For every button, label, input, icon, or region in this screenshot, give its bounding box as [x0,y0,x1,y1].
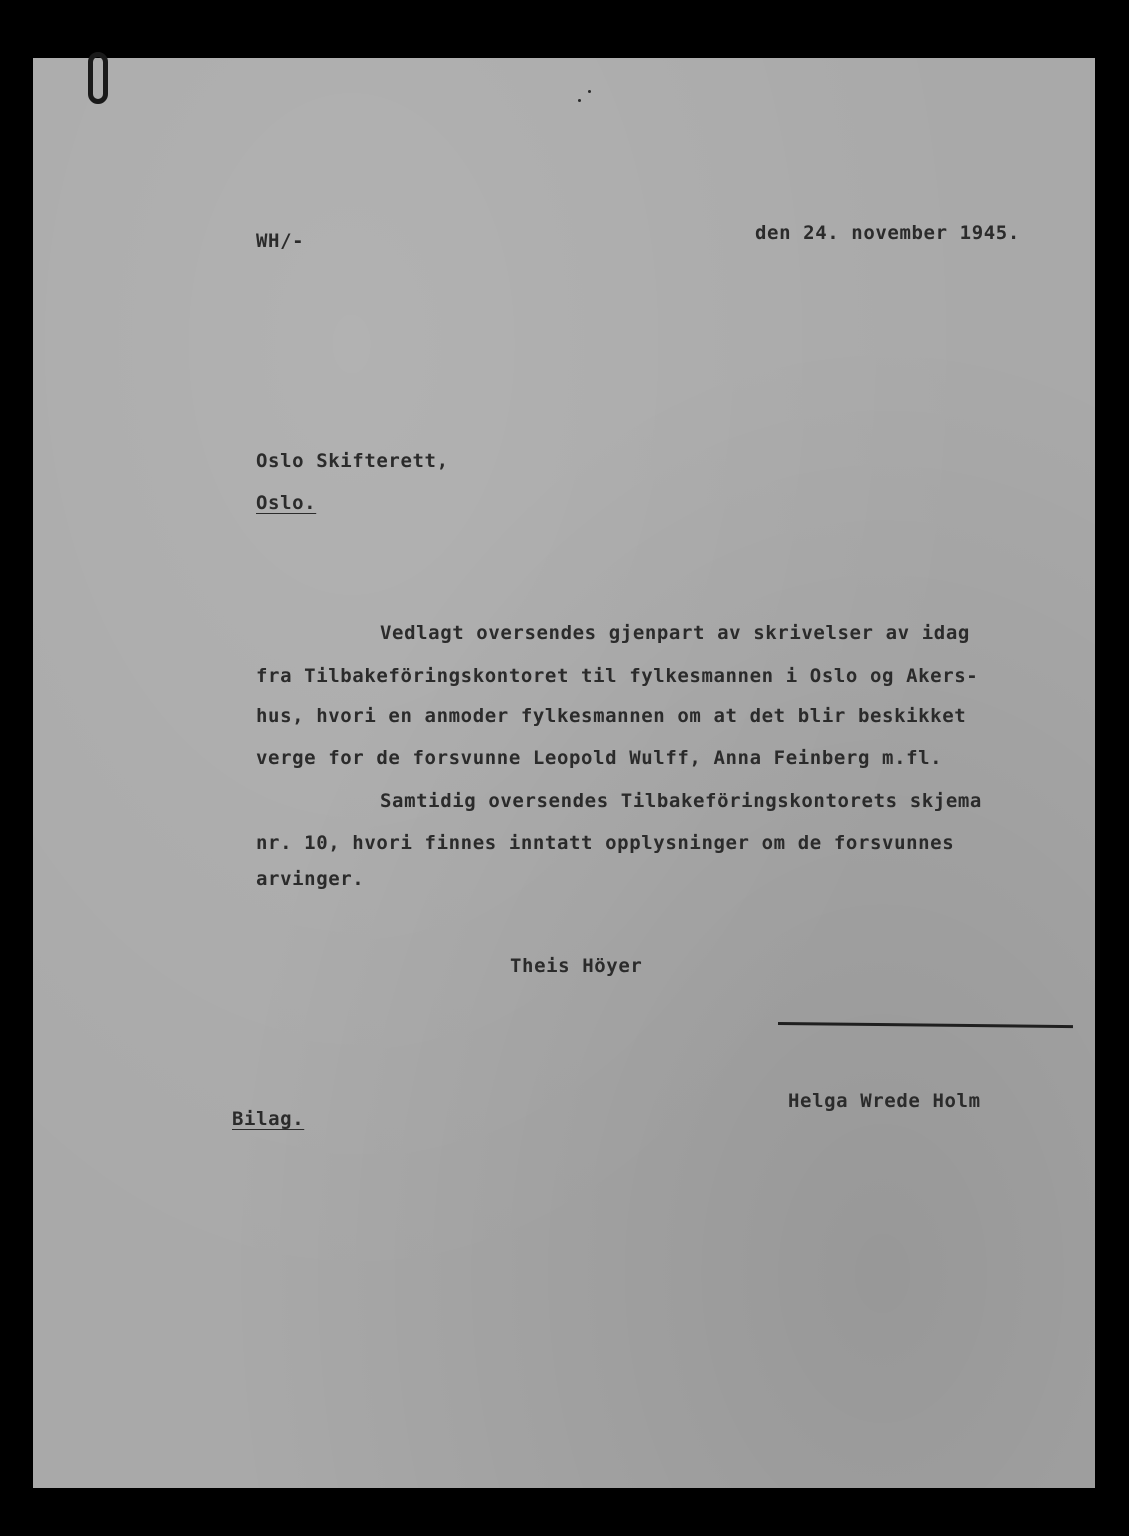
body-line: hus, hvori en anmoder fylkesmannen om at det blir beskikket [256,705,967,727]
paper-sheet [33,58,1095,1488]
signatory-name: Helga Wrede Holm [788,1090,981,1112]
body-line: Samtidig oversendes Tilbakeföringskontorets skjema [380,790,982,812]
enclosure-note: Bilag. [232,1108,305,1130]
body-line: Vedlagt oversendes gjenpart av skrivelser av idag [380,622,970,644]
recipient-name: Oslo Skifterett, [256,450,449,472]
paperclip-icon [88,52,108,104]
body-line: nr. 10, hvori finnes inntatt opplysninger om de forsvunnes [256,832,955,854]
reference-code: WH/- [256,230,305,252]
body-line: verge for de forsvunne Leopold Wulff, Anna Feinberg m.fl. [256,747,943,769]
dust-speck [578,99,581,102]
body-line: fra Tilbakeföringskontoret til fylkesmannen i Oslo og Akers- [256,665,979,687]
dust-speck [588,90,591,93]
signatory-name: Theis Höyer [510,955,643,977]
letter-date: den 24. november 1945. [755,222,1020,244]
recipient-city: Oslo. [256,492,317,514]
body-line: arvinger. [256,868,365,890]
